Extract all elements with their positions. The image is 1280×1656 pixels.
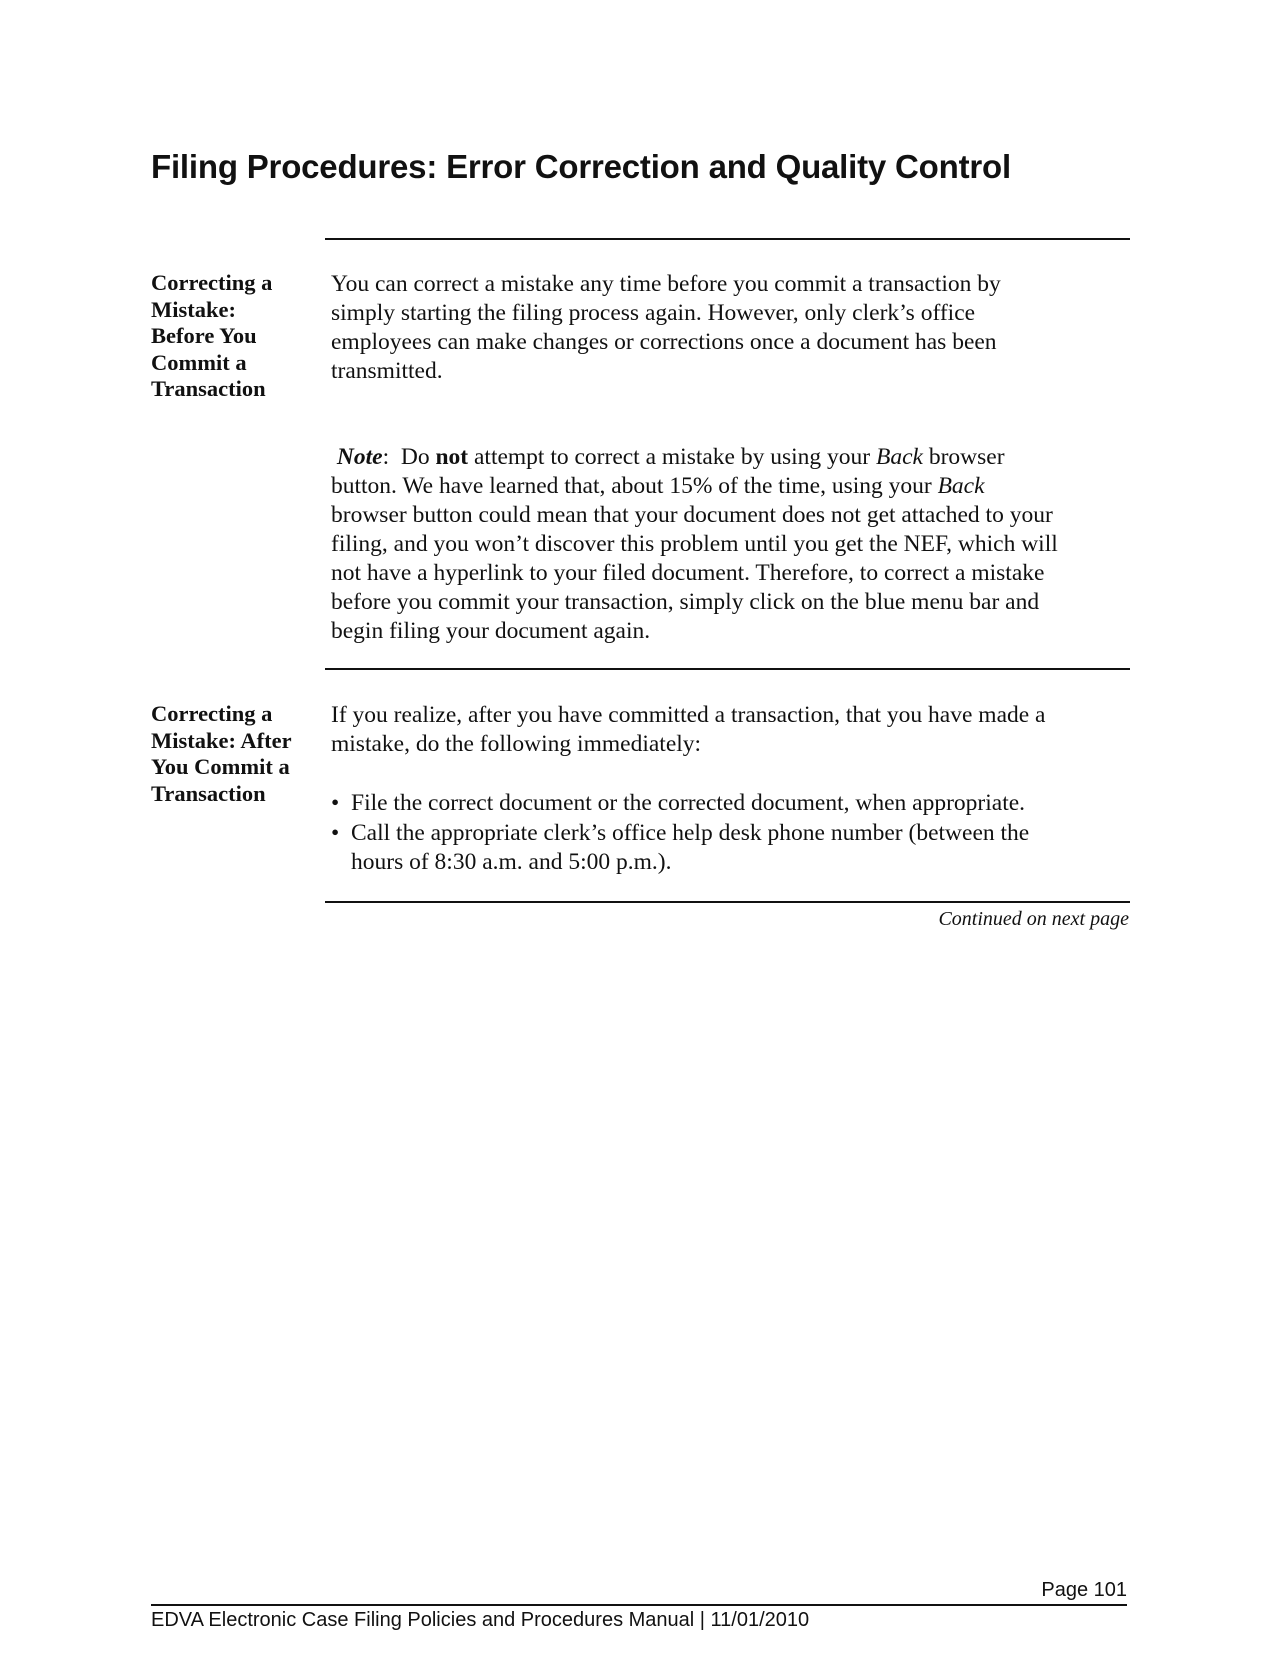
section-divider-bottom	[325, 901, 1130, 903]
note-text: attempt to correct a mistake by using your	[468, 444, 876, 470]
section2-label-line: Mistake: After	[151, 727, 292, 753]
section1-paragraph-line: simply starting the filing process again. However, only clerk’s office	[331, 300, 976, 326]
section2-label	[151, 701, 311, 807]
note-emphasis: not	[435, 444, 469, 470]
footer-divider	[151, 1604, 1127, 1606]
note-line: browser button could mean that your document does not get attached to your	[331, 502, 1053, 528]
action-list	[331, 789, 1121, 878]
note-colon: :	[382, 444, 390, 470]
note-line	[331, 472, 1121, 501]
section2-label-line: Transaction	[151, 780, 266, 806]
section-divider-top	[325, 238, 1130, 240]
note-line: not have a hyperlink to your filed document. Therefore, to correct a mistake	[331, 560, 1045, 586]
section1-paragraph-line: employees can make changes or corrections once a document has been	[331, 329, 997, 355]
note-back-term: Back	[876, 444, 923, 470]
section2-label-line: You Commit a	[151, 754, 290, 779]
list-item-text: Call the appropriate clerk’s office help desk phone number (between the	[351, 820, 1030, 846]
note-line: before you commit your transaction, simply click on the blue menu bar and	[331, 589, 1040, 615]
section1-label-line: Correcting a	[151, 270, 273, 295]
section2-label-line: Correcting a	[151, 701, 273, 726]
note-line: filing, and you won’t discover this problem until you get the NEF, which will	[331, 531, 1058, 557]
note-text: browser	[922, 444, 1005, 470]
section1-paragraph-line: transmitted.	[331, 358, 443, 384]
list-item-text: File the correct document or the corrected document, when appropriate.	[351, 790, 1026, 816]
section2-paragraph	[331, 701, 1121, 759]
note-back-term: Back	[937, 473, 985, 499]
page-title: Filing Procedures: Error Correction and Quality Control	[151, 148, 1011, 185]
section2-paragraph-line: If you realize, after you have committed a transaction, that you have made a	[331, 702, 1046, 728]
section1-label	[151, 270, 311, 403]
note-label: Note	[336, 444, 383, 470]
list-item-text: hours of 8:30 a.m. and 5:00 p.m.).	[351, 849, 672, 875]
section1-label-line: Transaction	[151, 376, 266, 401]
list-item	[331, 789, 1121, 818]
note-line	[331, 443, 1121, 472]
footer-manual-title: EDVA Electronic Case Filing Policies and Procedures Manual | 11/01/2010	[151, 1609, 810, 1631]
bullet-icon: •	[331, 790, 340, 816]
section2-paragraph-line: mistake, do the following immediately:	[331, 731, 702, 757]
note-line: begin filing your document again.	[331, 618, 651, 644]
section1-label-line: Commit a	[151, 349, 247, 375]
section1-label-line: Before You	[151, 323, 257, 348]
page-number: Page 101	[1041, 1579, 1127, 1601]
note-text: Do	[389, 444, 436, 470]
section1-paragraph	[331, 270, 1121, 386]
section1-paragraph-line: You can correct a mistake any time before you commit a transaction by	[331, 271, 1001, 297]
bullet-icon: •	[331, 820, 340, 846]
note-text: button. We have learned that, about 15% of the time, using your	[331, 473, 938, 499]
continued-note: Continued on next page	[938, 908, 1129, 930]
list-item	[331, 819, 1121, 877]
section-divider-middle	[325, 668, 1130, 670]
section1-note	[331, 443, 1121, 646]
section1-label-line: Mistake:	[151, 296, 236, 322]
